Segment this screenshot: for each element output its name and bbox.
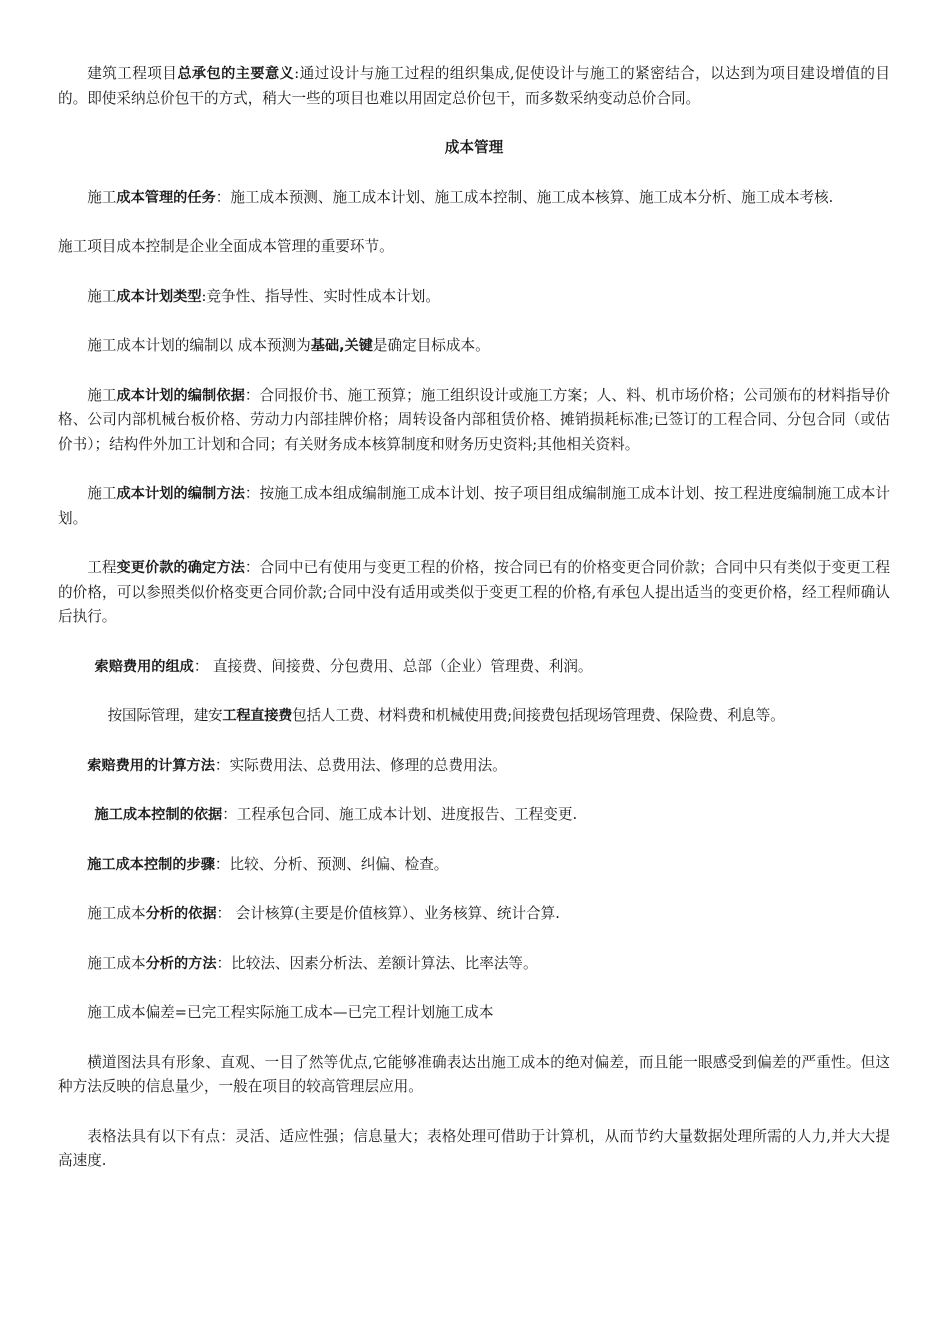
text: ：按施工成本组成编制施工成本计划、按子项目组成编制施工成本计划、按工程进度编制施工成本计划。 [58,485,890,527]
text: ：合同中已有使用与变更工程的价格，按合同已有的价格变更合同价款；合同中只有类似于变更工程的价格，可以参照类似价格变更合同价款;合同中没有适用或类似于变更工程的价格,有承包人提出适当的变更价格，经工程师确认后执行。 [58,559,890,625]
text: 施工 [87,386,117,404]
text: :通过设计与施工过程的组织集成,促使设计与施工的紧密结合，以达到为项目建设增值的目的。即使采纳总价包干的方式，稍大一些的项目也难以用固定总价包干，而多数采纳变动总价合同。 [58,65,890,107]
text: 施工 [87,188,117,206]
paragraph-change-price [58,556,890,630]
bold-term: 索赔费用的计算方法 [87,757,215,774]
bold-term: 成本管理的任务 [116,189,216,206]
bold-term: 成本计划的编制方法 [116,486,245,502]
bold-term: 成本计划类型 [116,288,202,305]
text: ：实际费用法、总费用法、修理的总费用法。 [214,756,507,774]
text: 建筑工程项目 [87,65,178,82]
bold-term: 变更价款的确定方法 [116,560,245,576]
text: ：比较、分析、预测、纠偏、检查。 [214,855,449,873]
text: ： 会计核算(主要是价值核算）、业务核算、统计合算. [216,905,560,922]
paragraph-analysis-methods [58,952,890,977]
paragraph-direct-cost [58,704,890,729]
text: 包括人工费、材料费和机械使用费;间接费包括现场管理费、保险费、利息等。 [292,707,785,724]
text: 是确定目标成本。 [372,337,490,354]
paragraph-plan-types [58,285,890,310]
bold-term: 成本计划的编制依据 [116,387,245,404]
bold-term: 分析的方法 [145,955,217,972]
paragraph-control-basis [58,803,890,828]
text: 工程 [87,559,117,576]
bold-term: 基础 [310,338,340,354]
paragraph-table-method: 表格法具有以下有点：灵活、适应性强；信息量大；表格处理可借助于计算机，从而节约大量数据处理所需的人力,并大大提高速度. [58,1127,890,1169]
paragraph-cost-control-link: 施工项目成本控制是企业全面成本管理的重要环节。 [58,238,394,255]
paragraph-claim-components [58,655,890,680]
text: 施工成本计划的编制以 成本预测为 [87,337,311,354]
bold-term: 索赔费用的组成 [94,658,194,675]
paragraph-plan-methods [58,482,890,531]
bold-term: 分析的依据 [145,906,217,922]
text: ：合同报价书、施工预算；施工组织设计或施工方案；人、料、机市场价格；公司颁布的材料指导价格、公司内部机械台板价格、劳动力内部挂牌价格；周转设备内部租赁价格、摊销损耗标准;已签订的工程合同、分包合同（或估价书）；结构件外加工计划和合同；有关财务成本核算制度和财务历史资料;其他相关资料。 [58,386,890,453]
text: ： 直接费、间接费、分包费用、总部（企业）管理费、利润。 [193,657,593,675]
paragraph-plan-basis [58,334,890,359]
section-heading: 成本管理 [444,139,504,156]
bold-term: 施工成本控制的步骤 [87,856,215,873]
text: 施工成本 [87,954,146,972]
paragraph-plan-sources [58,384,890,458]
text: 施工 [87,287,117,305]
paragraph-cost-tasks [58,186,890,211]
text: ：比较法、因素分析法、差额计算法、比率法等。 [216,954,538,972]
text: 施工 [87,485,117,502]
bold-term: 总承包的主要意义 [177,66,295,82]
bold-term: 施工成本控制的依据 [94,807,223,823]
bold-term: 工程直接费 [222,708,293,724]
bold-term: 关键 [344,338,373,354]
paragraph-claim-methods [58,754,890,779]
paragraph-cost-deviation: 施工成本偏差=已完工程实际施工成本—已完工程计划施工成本 [87,1004,494,1021]
paragraph-control-steps [58,853,890,878]
text: 按国际管理，建安 [107,707,223,724]
text: 施工成本 [87,905,146,922]
paragraph-bar-chart-method: 横道图法具有形象、直观、一目了然等优点,它能够准确表达出施工成本的绝对偏差，而且能一眼感受到偏差的严重性。但这种方法反映的信息量少，一般在项目的较高管理层应用。 [58,1053,890,1095]
text: ：施工成本预测、施工成本计划、施工成本控制、施工成本核算、施工成本分析、施工成本考核. [215,188,834,206]
paragraph-analysis-basis [58,902,890,927]
document-page [58,62,890,1199]
paragraph-general-contracting [58,62,890,111]
text: :竞争性、指导性、实时性成本计划。 [201,287,440,305]
text: ：工程承包合同、施工成本计划、进度报告、工程变更. [222,806,578,823]
bold-comma: , [339,338,345,354]
